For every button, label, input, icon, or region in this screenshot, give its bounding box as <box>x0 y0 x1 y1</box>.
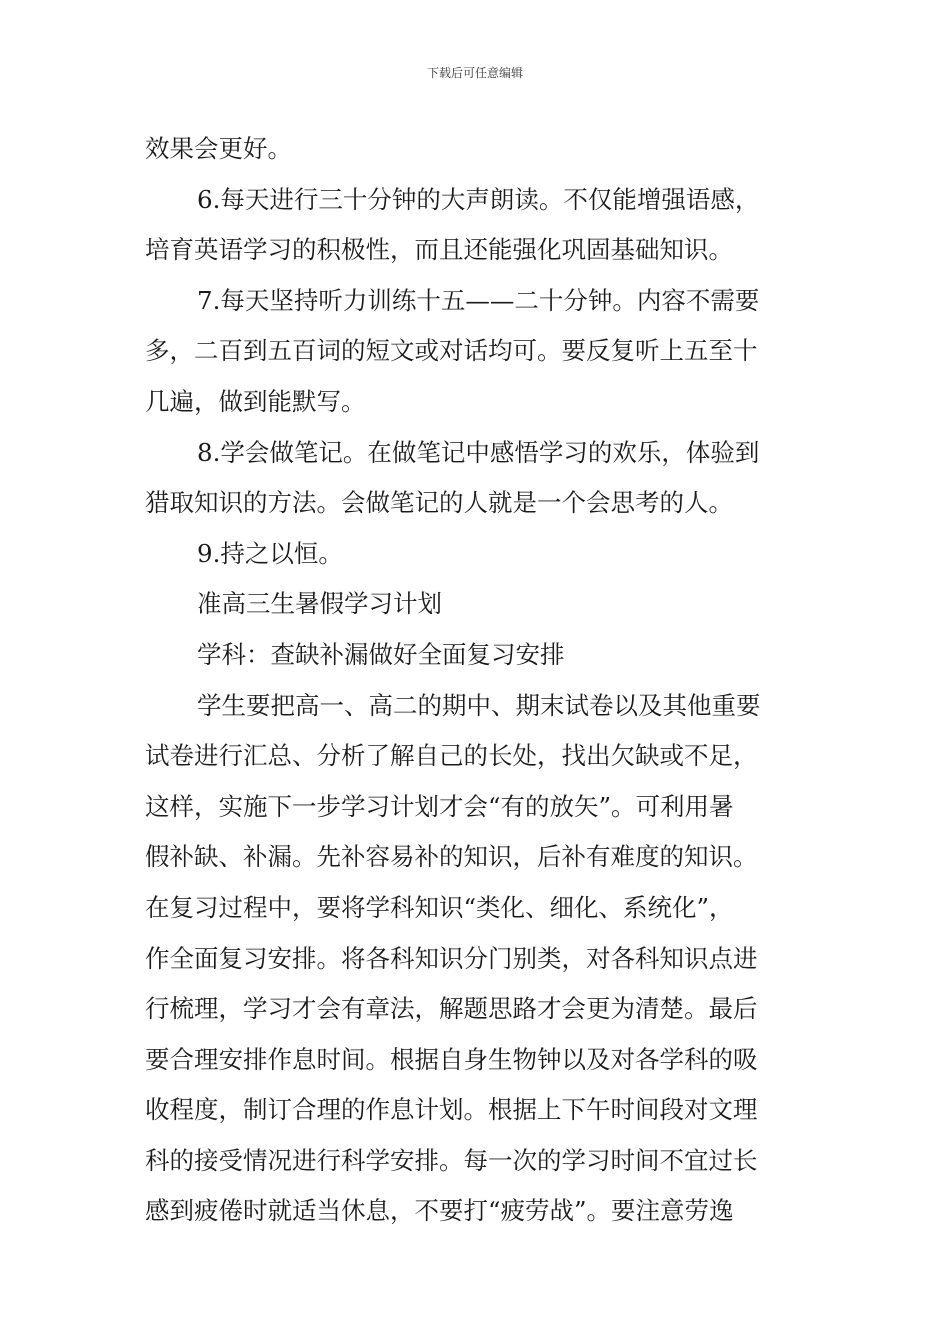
text-line: 效果会更好。 <box>145 134 292 163</box>
section-title: 准高三生暑假学习计划 <box>197 589 442 619</box>
text-line: 作全面复习安排。将各科知识分门别类，对各科知识点进 <box>145 943 758 973</box>
text-line: 学生要把高一、高二的期中、期末试卷以及其他重要 <box>197 690 761 720</box>
text-line: 行梳理，学习才会有章法，解题思路才会更为清楚。最后 <box>145 994 758 1024</box>
text-line: 收程度，制订合理的作息计划。根据上下午时间段对文理 <box>145 1095 758 1125</box>
text-line: 7.每天坚持听力训练十五——二十分钟。内容不需要 <box>197 285 760 315</box>
text-line: 假补缺、补漏。先补容易补的知识，后补有难度的知识。 <box>145 842 758 872</box>
text-line: 这样，实施下一步学习计划才会“有的放矢”。可利用暑 <box>145 791 734 821</box>
text-line: 感到疲倦时就适当休息，不要打“疲劳战”。要注意劳逸 <box>145 1196 734 1226</box>
subsection-title: 学科：查缺补漏做好全面复习安排 <box>197 639 565 669</box>
text-line: 在复习过程中，要将学科知识“类化、细化、系统化”， <box>145 892 734 922</box>
text-line: 试卷进行汇总、分析了解自己的长处，找出欠缺或不足， <box>145 741 758 771</box>
document-body <box>145 124 805 1237</box>
text-line: 8.学会做笔记。在做笔记中感悟学习的欢乐，体验到 <box>197 437 760 467</box>
page-header: 下载后可任意编辑 <box>426 66 523 80</box>
text-line: 猎取知识的方法。会做笔记的人就是一个会思考的人。 <box>145 488 733 518</box>
text-line: 6.每天进行三十分钟的大声朗读。不仅能增强语感， <box>197 184 760 214</box>
text-line: 要合理安排作息时间。根据自身生物钟以及对各学科的吸 <box>145 1044 758 1074</box>
text-line: 科的接受情况进行科学安排。每一次的学习时间不宜过长 <box>145 1145 758 1175</box>
text-line: 几遍，做到能默写。 <box>145 386 366 416</box>
text-line: 多，二百到五百词的短文或对话均可。要反复听上五至十 <box>145 336 758 366</box>
text-line: 9.持之以恒。 <box>197 538 343 568</box>
text-line: 培育英语学习的积极性，而且还能强化巩固基础知识。 <box>145 235 733 265</box>
